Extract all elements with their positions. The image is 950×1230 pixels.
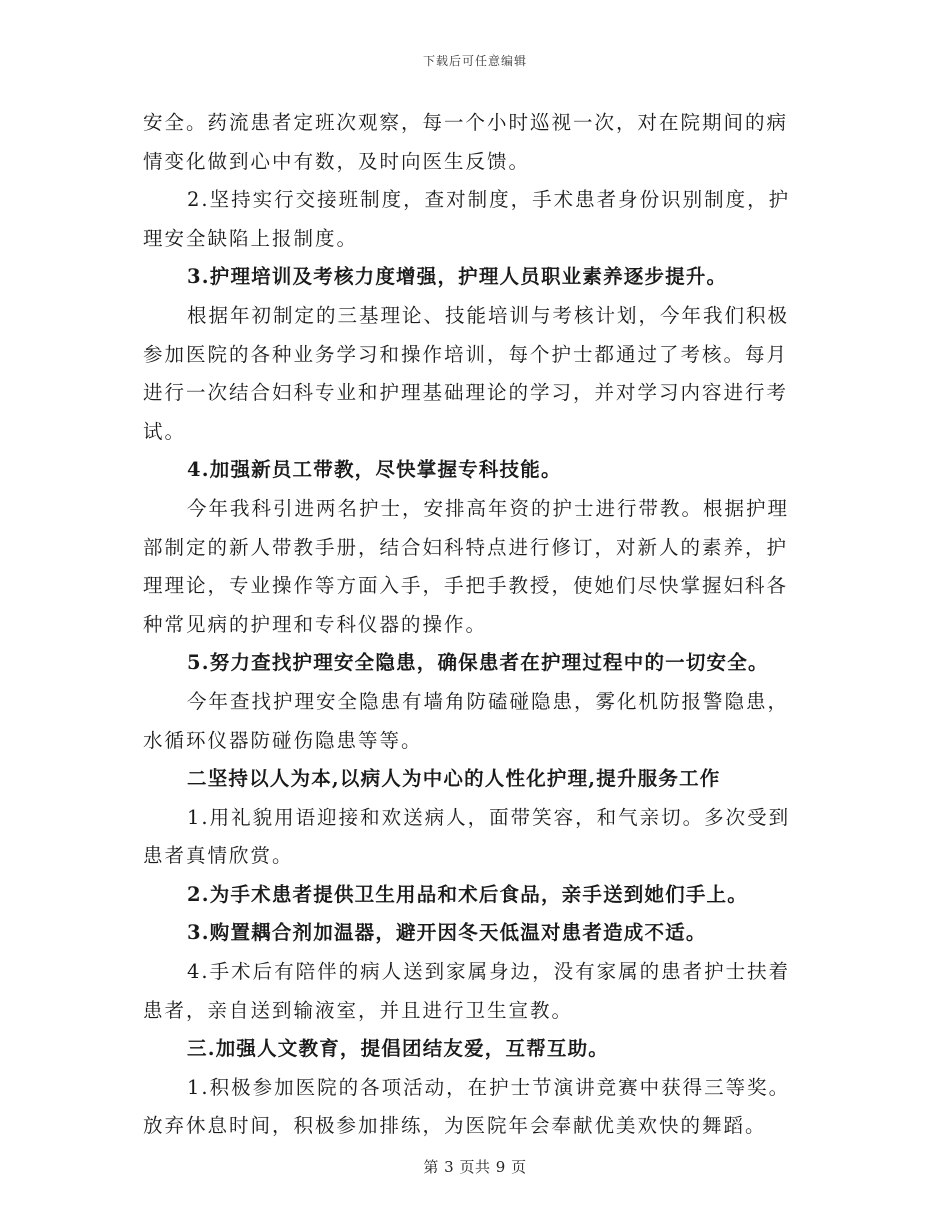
paragraph-line: 4.手术后有陪伴的病人送到家属身边，没有家属的患者护士扶着 xyxy=(187,960,791,984)
paragraph-line: 进行一次结合妇科专业和护理基础理论的学习，并对学习内容进行考 xyxy=(143,381,789,405)
page-header: 下载后可任意编辑 xyxy=(422,54,527,68)
paragraph-line: 根据年初制定的三基理论、技能培训与考核计划，今年我们积极 xyxy=(187,303,790,327)
section-heading-line: 4.加强新员工带教，尽快掌握专科技能。 xyxy=(187,458,562,482)
paragraph-line: 患者，亲自送到输液室，并且进行卫生宣教。 xyxy=(143,998,574,1022)
paragraph-line: 参加医院的各种业务学习和操作培训，每个护士都通过了考核。每月 xyxy=(143,342,789,366)
paragraph-line: 试。 xyxy=(143,419,187,443)
section-heading-line: 3.护理培训及考核力度增强，护理人员职业素养逐步提升。 xyxy=(187,265,728,289)
paragraph-line: 放弃休息时间，积极参加排练，为医院年会奉献优美欢快的舞蹈。 xyxy=(143,1114,767,1138)
section-heading-line: 3.购置耦合剂加温器，避开因冬天低温对患者造成不适。 xyxy=(187,921,707,945)
paragraph-line: 理理论，专业操作等方面入手，手把手教授，使她们尽快掌握妇科各 xyxy=(143,574,789,598)
section-heading-line: 三.加强人文教育，提倡团结友爱，互帮互助。 xyxy=(187,1037,609,1061)
paragraph-line: 部制定的新人带教手册，结合妇科特点进行修订，对新人的素养，护 xyxy=(143,535,789,559)
paragraph-line: 1.积极参加医院的各项活动，在护士节演讲竞赛中获得三等奖。 xyxy=(187,1075,791,1099)
paragraph-line: 情变化做到心中有数，及时向医生反馈。 xyxy=(143,149,531,173)
paragraph-line: 理安全缺陷上报制度。 xyxy=(143,226,359,250)
paragraph-line: 今年查找护理安全隐患有墙角防磕碰隐患，雾化机防报警隐患， xyxy=(187,689,790,713)
paragraph-line: 2.坚持实行交接班制度，查对制度，手术患者身份识别制度，护 xyxy=(187,188,791,212)
page-number: 第 3 页共 9 页 xyxy=(423,1158,527,1176)
section-heading-line: 5.努力查找护理安全隐患，确保患者在护理过程中的一切安全。 xyxy=(187,651,769,675)
section-heading-line: 二坚持以人为本,以病人为中心的人性化护理,提升服务工作 xyxy=(187,767,721,791)
paragraph-line: 今年我科引进两名护士，安排高年资的护士进行带教。根据护理 xyxy=(187,496,790,520)
document-body xyxy=(143,104,803,1146)
section-heading-line: 2.为手术患者提供卫生用品和术后食品，亲手送到她们手上。 xyxy=(187,882,748,906)
paragraph-line: 安全。药流患者定班次观察，每一个小时巡视一次，对在院期间的病 xyxy=(143,111,789,134)
paragraph-line: 种常见病的护理和专科仪器的操作。 xyxy=(143,612,488,636)
paragraph-line: 水循环仪器防碰伤隐患等等。 xyxy=(143,728,423,752)
paragraph-line: 患者真情欣赏。 xyxy=(143,844,294,868)
paragraph-line: 1.用礼貌用语迎接和欢送病人，面带笑容，和气亲切。多次受到 xyxy=(187,805,791,829)
